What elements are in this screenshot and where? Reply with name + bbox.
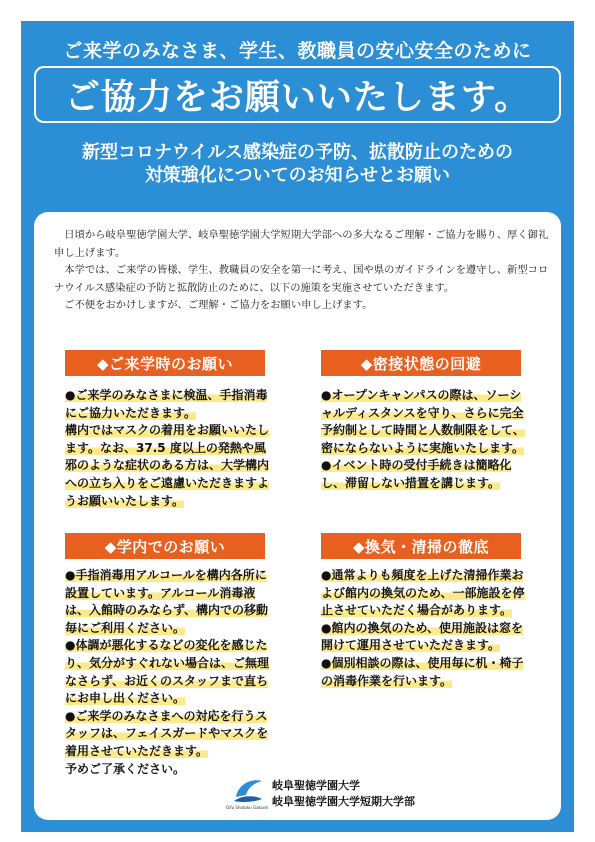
section-heading-avoid-contact: ◆密接状態の回避: [321, 350, 521, 376]
university-name: 岐阜聖徳学園大学: [272, 779, 360, 792]
section-item: ●個別相談の際は、使用毎に机・椅子の消毒作業を行います。: [321, 655, 524, 688]
section-body-avoid-contact: [321, 387, 531, 493]
section-body-on-campus: [65, 567, 273, 778]
title-frame: [34, 66, 561, 123]
intro-paragraph: 日頃から岐阜聖徳学園大学、岐阜聖徳学園大学短期大学部への多大なるご理解・ご協力を賜り、厚く御礼申し上げます。: [54, 229, 549, 259]
junior-college-name: 岐阜聖徳学園大学短期大学部: [272, 795, 415, 808]
section-item: ●通常よりも頻度を上げた清掃作業および館内の換気のため、一部施設を停止させていただく場合があります。: [321, 568, 525, 618]
intro-text: [54, 227, 549, 315]
content-panel: [34, 212, 561, 820]
intro-paragraph: ご不便をおかけしますが、ご理解・ご協力をお願い申し上げます。: [64, 299, 373, 311]
section-item: 予めご了承ください。: [65, 761, 186, 776]
section-item: ●ご来学のみなさまへの対応を行うスタッフは、フェイスガードやマスクを着用させていただきます。: [65, 708, 269, 758]
page-title: ご協力をお願いいたします。: [64, 77, 531, 118]
footer: [226, 775, 552, 815]
header-line: ご来学のみなさま、学生、教職員の安心安全のために: [63, 40, 532, 62]
section-body-visit: [65, 387, 270, 510]
section-item: 構内ではマスクの着用をお願いいたします。なお、37.5 度以上の発熱や風邪のような症状のある方は、大学構内への立ち入りをご遠慮いただきますようお願いいたします。: [65, 423, 270, 508]
section-heading-on-campus: ◆学内でのお願い: [65, 533, 265, 559]
section-item: ●イベント時の受付手続きは簡略化し、滞留しない措置を講じます。: [321, 458, 512, 490]
section-heading-visit: ◆ご来学時のお願い: [65, 350, 265, 376]
intro-paragraph: 本学では、ご来学の皆様、学生、教職員の安全を第一に考え、国や県のガイドラインを遵守し、新型コロナウイルス感染症の予防と拡散防止のために、以下の施策を実施させていただきます。: [54, 264, 549, 294]
section-item: ●ご来学のみなさまに検温、手指消毒にご協力いただきます。: [65, 388, 268, 420]
university-logo-icon: [232, 775, 264, 805]
section-item: ●館内の換気のため、使用施設は窓を開けて運用させていただきます。: [321, 620, 523, 653]
subtitle: [21, 141, 574, 187]
poster: [21, 21, 574, 832]
section-item: ●手指消毒用アルコールを構内各所に設置しています。アルコール消毒液は、入館時のみならず、構内での移動毎にご利用ください。: [65, 568, 269, 635]
subtitle-line-2: 対策強化についてのお知らせとお願い: [144, 165, 451, 186]
section-item: ●体調が悪化するなどの変化を感じたり、気分がすぐれない場合は、ご無理なさらず、お近くのスタッフまで直ちにお申し出ください。: [65, 638, 270, 706]
section-item: ●オープンキャンパスの際は、ソーシャルディスタンスを守り、さらに完全予約制として時間と人数制限をして、密にならないように実施いたします。: [321, 388, 525, 455]
subtitle-line-1: 新型コロナウイルス感染症の予防、拡散防止のための: [82, 142, 513, 163]
section-heading-ventilation: ◆換気・清掃の徹底: [321, 533, 521, 559]
logo-caption: Gifu Shotoku Gakuen: [226, 805, 269, 810]
section-body-ventilation: [321, 567, 531, 690]
